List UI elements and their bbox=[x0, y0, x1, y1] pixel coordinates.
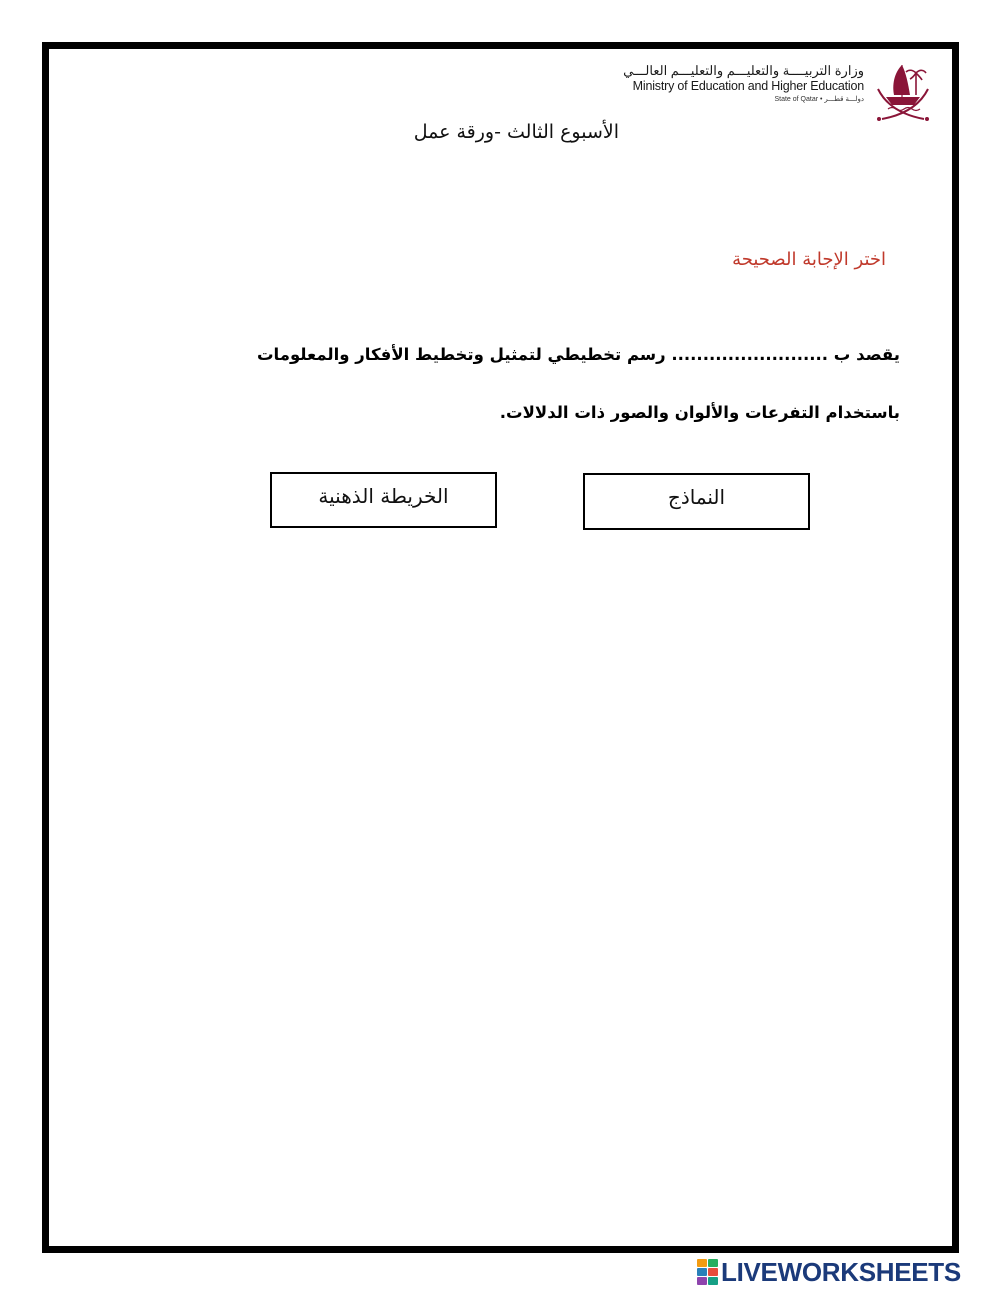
ministry-logo bbox=[623, 59, 934, 129]
worksheet-title: الأسبوع الثالث -ورقة عمل bbox=[413, 121, 619, 143]
answer-option-models[interactable]: النماذج bbox=[583, 473, 810, 530]
worksheet-page bbox=[42, 42, 959, 1253]
liveworksheets-brand[interactable] bbox=[697, 1257, 961, 1287]
instruction-text: اختر الإجابة الصحيحة bbox=[732, 249, 886, 270]
question-line-2: باستخدام التفرعات والألوان والصور ذات الدلالات. bbox=[499, 403, 900, 422]
liveworksheets-wordmark: LIVEWORKSHEETS bbox=[721, 1256, 961, 1287]
answer-option-mind-map[interactable]: الخريطة الذهنية bbox=[270, 472, 497, 528]
question-line-1: يقصد ب ......................... رسم تخطيطي لتمثيل وتخطيط الأفكار والمعلومات bbox=[256, 345, 900, 364]
liveworksheets-logo-icon bbox=[697, 1259, 719, 1285]
logo-text-block bbox=[623, 63, 864, 106]
logo-state-label: State of Qatar • دولـــة قطـــر bbox=[774, 96, 864, 103]
logo-arabic-name: وزارة التربيــــة والتعليـــم والتعليـــم العالـــي bbox=[623, 63, 864, 78]
qatar-emblem-icon bbox=[872, 59, 934, 125]
logo-english-name: Ministry of Education and Higher Education bbox=[632, 79, 864, 93]
